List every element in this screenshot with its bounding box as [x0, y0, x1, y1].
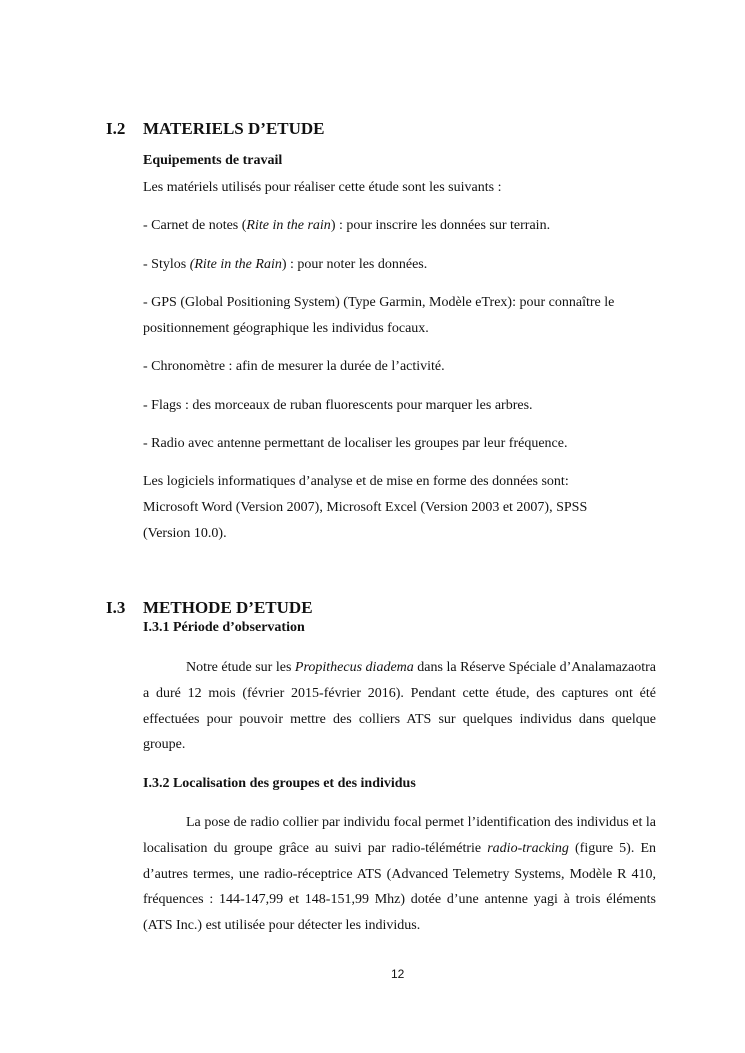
- section-number-i3: I.3: [106, 598, 126, 617]
- subheading-localisation: I.3.2 Localisation des groupes et des individus: [143, 776, 416, 791]
- section-title-i2: MATERIELS D’ETUDE: [143, 119, 325, 138]
- list-item-stylos: - Stylos (Rite in the Rain) : pour noter les données.: [143, 257, 428, 272]
- software-line1: Les logiciels informatiques d’analyse et de mise en forme des données sont:: [143, 474, 569, 489]
- paragraph-periode: Notre étude sur les Propithecus diadema dans la Réserve Spéciale d’Analamazaotra a duré 12 mois (février 2015-février 2016). Pendant cette étude, des captures ont été effectuées pour pouvoir mettre des colliers ATS sur quelques individus dans quelque groupe.: [143, 660, 656, 753]
- software-line2: Microsoft Word (Version 2007), Microsoft Excel (Version 2003 et 2007), SPSS: [143, 500, 588, 515]
- list-item-notes: - Carnet de notes (Rite in the rain) : pour inscrire les données sur terrain.: [143, 218, 551, 233]
- section-title-i3: METHODE D’ETUDE: [143, 598, 313, 617]
- list-item-radio: - Radio avec antenne permettant de localiser les groupes par leur fréquence.: [143, 436, 568, 451]
- list-item-gps-line2: positionnement géographique les individus focaux.: [143, 321, 429, 336]
- list-item-gps-line1: - GPS (Global Positioning System) (Type Garmin, Modèle eTrex): pour connaître le: [143, 295, 615, 310]
- intro-text: Les matériels utilisés pour réaliser cette étude sont les suivants :: [143, 180, 502, 195]
- page-number: 12: [391, 967, 405, 981]
- software-line3: (Version 10.0).: [143, 526, 227, 541]
- list-item-flags: - Flags : des morceaux de ruban fluorescents pour marquer les arbres.: [143, 398, 533, 413]
- subheading-periode: I.3.1 Période d’observation: [143, 620, 305, 635]
- subheading-equipements: Equipements de travail: [143, 153, 283, 168]
- section-number-i2: I.2: [106, 119, 126, 138]
- list-item-chronometre: - Chronomètre : afin de mesurer la durée de l’activité.: [143, 359, 445, 374]
- paragraph-localisation: La pose de radio collier par individu focal permet l’identification des individus et la localisation du groupe grâce au suivi par radio-télémétrie radio-tracking (figure 5). En d’autres termes, une radio-réceptrice ATS (Advanced Telemetry Systems, Modèle R 410, fréquences : 144-147,99 et 148-151,99 Mhz) dotée d’une antenne yagi à trois éléments (ATS Inc.) est utilisée pour détecter les individus.: [143, 815, 656, 934]
